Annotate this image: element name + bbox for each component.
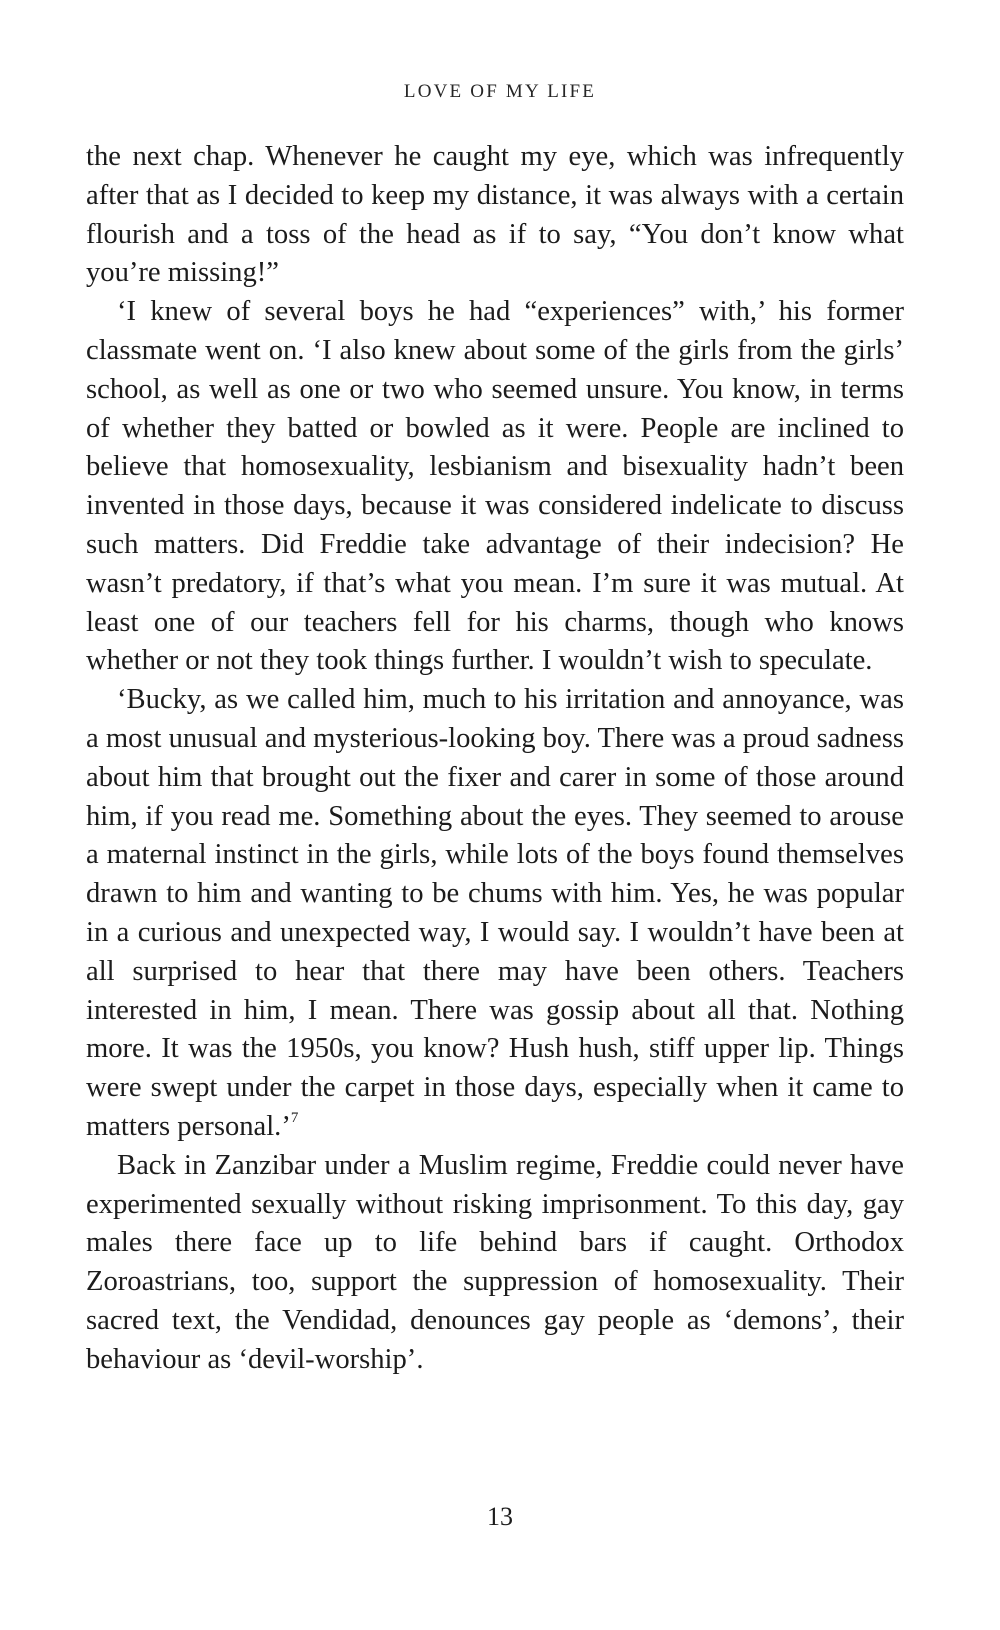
paragraph-3-text: ‘Bucky, as we called him, much to his irritation and annoyance, was a most unusual and mysterious-looking boy. There was a proud sadness about him that brought out the fixer and carer in some of those around him, if you read me. Something about the eyes. They seemed to arouse a maternal instinct in the girls, while lots of the boys found themselves drawn to him and wanting to be chums with him. Yes, he was popular in a curious and unexpected way, I would say. I wouldn’t have been at all surprised to hear that there may have been others. Teachers interested in him, I mean. There was gossip about all that. Nothing more. It was the 1950s, you know? Hush hush, stiff upper lip. Things were swept under the carpet in those days, especially when it came to matters personal.’: [86, 684, 904, 1142]
page-number: 13: [487, 1502, 513, 1531]
running-head: LOVE OF MY LIFE: [403, 81, 597, 102]
endnote-reference: 7: [290, 1109, 299, 1126]
paragraph-4: Back in Zanzibar under a Muslim regime, Freddie could never have experimented sexually without risking imprisonment. To this day, gay males there face up to life behind bars if caught. Orthodox Zoroastrians, too, support the suppression of homosexuality. Their sacred text, the Vendidad, denounces gay people as ‘demons’, their behaviour as ‘devil-worship’.: [86, 1149, 904, 1375]
paragraph-3: [86, 681, 904, 1147]
paragraph-2: ‘I knew of several boys he had “experiences” with,’ his former classmate went on. ‘I also knew about some of the girls from the girls’ school, as well as one or two who seemed unsure. You know, in terms of whether they batted or bowled as it were. People are inclined to believe that homosexuality, lesbianism and bisexuality hadn’t been invented in those days, because it was considered indelicate to discuss such matters. Did Freddie take advantage of their indecision? He wasn’t predatory, if that’s what you mean. I’m sure it was mutual. At least one of our teachers fell for his charms, though who knows whether or not they took things further. I wouldn’t wish to speculate.: [86, 296, 904, 677]
body-text: [86, 138, 904, 1380]
paragraph-1: the next chap. Whenever he caught my eye, which was infrequently after that as I decided to keep my distance, it was always with a certain flourish and a toss of the head as if to say, “You don’t know what you’re missing!”: [86, 141, 904, 289]
